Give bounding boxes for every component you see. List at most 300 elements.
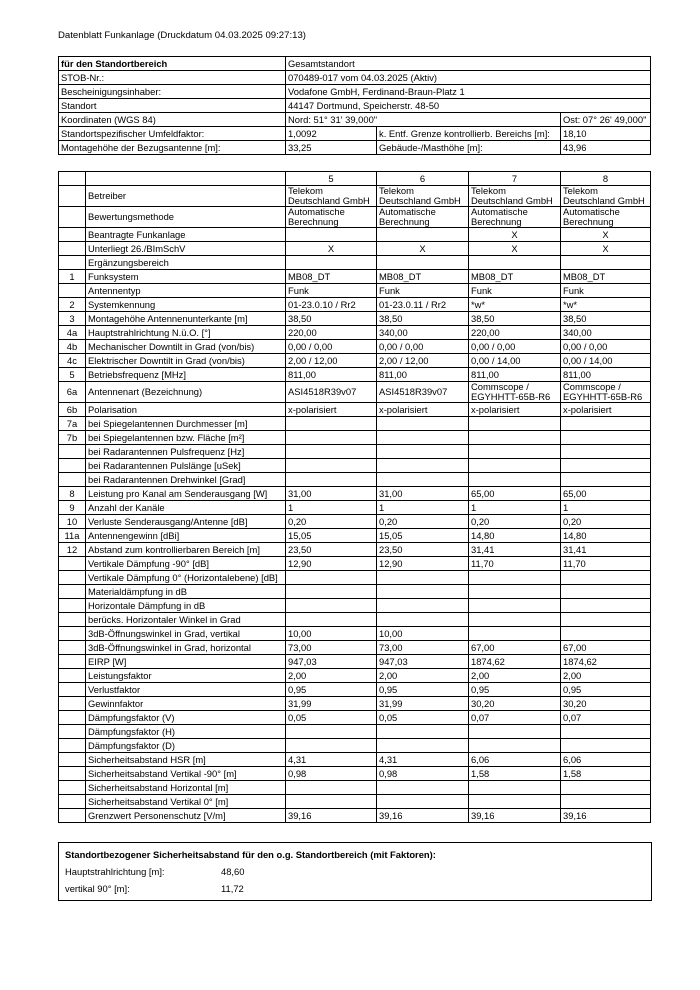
row-value: 2,00	[469, 669, 561, 683]
row-number: 1	[59, 270, 86, 284]
row-label: Verlustfaktor	[86, 683, 286, 697]
row-value	[561, 473, 651, 487]
row-value: Commscope / EGYHHTT-65B-R6	[561, 382, 651, 403]
row-value: x-polarisiert	[561, 403, 651, 417]
row-value: 1	[561, 501, 651, 515]
row-value	[561, 256, 651, 270]
row-number	[59, 207, 86, 228]
row-value: 31,99	[286, 697, 377, 711]
row-value: 2,00	[286, 669, 377, 683]
row-value: 65,00	[561, 487, 651, 501]
row-value: 0,00 / 14,00	[561, 354, 651, 368]
row-value: 1	[469, 501, 561, 515]
row-value	[286, 459, 377, 473]
row-value: 23,50	[286, 543, 377, 557]
row-value: 0,98	[286, 767, 377, 781]
row-label: Anzahl der Kanäle	[86, 501, 286, 515]
row-value: 947,03	[377, 655, 469, 669]
table-row	[59, 228, 651, 242]
row-number	[59, 669, 86, 683]
row-value: 38,50	[469, 312, 561, 326]
row-value	[286, 599, 377, 613]
row-value: 6,06	[561, 753, 651, 767]
row-value	[286, 795, 377, 809]
row-value	[561, 613, 651, 627]
table-row	[59, 298, 651, 312]
table-row	[59, 368, 651, 382]
site-info-label: k. Entf. Grenze kontrollierb. Bereichs [m]:	[377, 127, 561, 141]
site-info-row	[59, 127, 651, 141]
row-value: 2,00 / 12,00	[286, 354, 377, 368]
row-label: Gewinnfaktor	[86, 697, 286, 711]
row-number	[59, 459, 86, 473]
site-info-value: 33,25	[286, 141, 377, 155]
table-row	[59, 767, 651, 781]
row-value	[561, 739, 651, 753]
row-value: 947,03	[286, 655, 377, 669]
table-row	[59, 242, 651, 256]
site-info-label: Koordinaten (WGS 84)	[59, 113, 286, 127]
row-label: Leistungsfaktor	[86, 669, 286, 683]
row-value	[286, 473, 377, 487]
row-value	[377, 256, 469, 270]
row-value	[561, 585, 651, 599]
row-number: 7a	[59, 417, 86, 431]
row-value	[469, 473, 561, 487]
site-info-label: für den Standortbereich	[59, 57, 286, 71]
document-title: Datenblatt Funkanlage (Druckdatum 04.03.2025 09:27:13)	[58, 30, 306, 41]
table-row	[59, 326, 651, 340]
table-row	[59, 186, 651, 207]
row-value: 1	[286, 501, 377, 515]
row-label: bei Radarantennen Pulslänge [uSek]	[86, 459, 286, 473]
row-value: 39,16	[286, 809, 377, 823]
row-value	[286, 739, 377, 753]
row-value: 10,00	[286, 627, 377, 641]
row-value	[469, 599, 561, 613]
row-value: Funk	[469, 284, 561, 298]
site-info-label: Bescheinigungsinhaber:	[59, 85, 286, 99]
row-label: Leistung pro Kanal am Senderausgang [W]	[86, 487, 286, 501]
row-value: 811,00	[286, 368, 377, 382]
row-label: Horizontale Dämpfung in dB	[86, 599, 286, 613]
row-number: 5	[59, 368, 86, 382]
row-value: X	[286, 242, 377, 256]
row-value	[561, 445, 651, 459]
row-value	[469, 256, 561, 270]
row-value	[377, 571, 469, 585]
summary-heading: Standortbezogener Sicherheitsabstand für den o.g. Standortbereich (mit Faktoren):	[65, 849, 436, 860]
table-row	[59, 529, 651, 543]
row-value	[377, 585, 469, 599]
row-label: Sicherheitsabstand Horizontal [m]	[86, 781, 286, 795]
table-row	[59, 515, 651, 529]
table-row	[59, 256, 651, 270]
row-label: berücks. Horizontaler Winkel in Grad	[86, 613, 286, 627]
table-row	[59, 739, 651, 753]
table-row	[59, 809, 651, 823]
row-value: Automatische Berechnung	[286, 207, 377, 228]
row-label: 3dB-Öffnungswinkel in Grad, horizontal	[86, 641, 286, 655]
row-label: EIRP [W]	[86, 655, 286, 669]
row-value: 0,00 / 0,00	[286, 340, 377, 354]
row-value	[286, 417, 377, 431]
row-value: 38,50	[561, 312, 651, 326]
table-row	[59, 354, 651, 368]
table-row	[59, 312, 651, 326]
row-number	[59, 739, 86, 753]
site-info-label: Standort	[59, 99, 286, 113]
table-row	[59, 557, 651, 571]
row-value	[377, 613, 469, 627]
row-value: 811,00	[561, 368, 651, 382]
row-value: 2,00	[377, 669, 469, 683]
row-value: 73,00	[377, 641, 469, 655]
row-value: 1874,62	[561, 655, 651, 669]
row-value	[377, 599, 469, 613]
row-value: 2,00 / 12,00	[377, 354, 469, 368]
row-label: Montagehöhe Antennenunterkante [m]	[86, 312, 286, 326]
column-header: 8	[561, 172, 651, 186]
table-row	[59, 340, 651, 354]
table-row	[59, 403, 651, 417]
row-number	[59, 683, 86, 697]
row-value	[561, 781, 651, 795]
row-number	[59, 613, 86, 627]
row-value: 6,06	[469, 753, 561, 767]
row-value	[469, 445, 561, 459]
row-number	[59, 445, 86, 459]
row-value	[286, 571, 377, 585]
table-row	[59, 417, 651, 431]
row-number: 4a	[59, 326, 86, 340]
row-value: Automatische Berechnung	[377, 207, 469, 228]
row-number	[59, 228, 86, 242]
row-number	[59, 473, 86, 487]
site-info-row	[59, 99, 651, 113]
row-label: Verluste Senderausgang/Antenne [dB]	[86, 515, 286, 529]
row-value	[377, 445, 469, 459]
row-value: 01-23.0.11 / Rr2	[377, 298, 469, 312]
row-value: 31,41	[469, 543, 561, 557]
row-value	[561, 725, 651, 739]
table-row	[59, 753, 651, 767]
row-value: 11,70	[469, 557, 561, 571]
row-value: Telekom Deutschland GmbH	[561, 186, 651, 207]
table-row	[59, 669, 651, 683]
row-label: bei Spiegelantennen Durchmesser [m]	[86, 417, 286, 431]
row-label: Vertikale Dämpfung 0° (Horizontalebene) [dB]	[86, 571, 286, 585]
row-value: 31,00	[286, 487, 377, 501]
row-value: MB08_DT	[377, 270, 469, 284]
table-row	[59, 725, 651, 739]
row-value: MB08_DT	[469, 270, 561, 284]
row-number: 4b	[59, 340, 86, 354]
column-header: 5	[286, 172, 377, 186]
row-value: 38,50	[286, 312, 377, 326]
row-value: 1,58	[561, 767, 651, 781]
row-value	[561, 795, 651, 809]
table-row	[59, 781, 651, 795]
row-label: Bewertungsmethode	[86, 207, 286, 228]
row-value: *w*	[469, 298, 561, 312]
row-value: Funk	[286, 284, 377, 298]
table-row	[59, 641, 651, 655]
row-number	[59, 256, 86, 270]
row-number: 7b	[59, 431, 86, 445]
row-value	[377, 739, 469, 753]
table-row	[59, 270, 651, 284]
row-label: Unterliegt 26./BImSchV	[86, 242, 286, 256]
row-number	[59, 781, 86, 795]
row-value	[286, 431, 377, 445]
row-label: Dämpfungsfaktor (V)	[86, 711, 286, 725]
row-value: 0,95	[286, 683, 377, 697]
row-value: Automatische Berechnung	[561, 207, 651, 228]
row-value	[469, 781, 561, 795]
row-label: Beantragte Funkanlage	[86, 228, 286, 242]
row-value	[469, 417, 561, 431]
row-value: 0,95	[561, 683, 651, 697]
row-value	[561, 627, 651, 641]
row-number: 9	[59, 501, 86, 515]
row-value: 67,00	[469, 641, 561, 655]
row-label: Antennengewinn [dBi]	[86, 529, 286, 543]
safety-distance-summary	[58, 842, 652, 901]
site-info-value: 1,0092	[286, 127, 377, 141]
row-label: Polarisation	[86, 403, 286, 417]
row-value: Funk	[561, 284, 651, 298]
row-value: 220,00	[469, 326, 561, 340]
row-value	[286, 256, 377, 270]
row-label: Vertikale Dämpfung -90° [dB]	[86, 557, 286, 571]
row-value: 0,07	[561, 711, 651, 725]
row-value	[469, 627, 561, 641]
row-number: 3	[59, 312, 86, 326]
row-value	[561, 599, 651, 613]
row-label: Antennentyp	[86, 284, 286, 298]
row-label: Mechanischer Downtilt in Grad (von/bis)	[86, 340, 286, 354]
row-value: 31,41	[561, 543, 651, 557]
row-value	[377, 417, 469, 431]
header-blank-num	[59, 172, 86, 186]
table-row	[59, 795, 651, 809]
row-number: 6b	[59, 403, 86, 417]
row-number	[59, 186, 86, 207]
row-label: Betriebsfrequenz [MHz]	[86, 368, 286, 382]
row-value: X	[469, 242, 561, 256]
row-number: 11a	[59, 529, 86, 543]
row-value: ASI4518R39v07	[377, 382, 469, 403]
row-value: 1	[377, 501, 469, 515]
row-value: 0,20	[469, 515, 561, 529]
row-label: Grenzwert Personenschutz [V/m]	[86, 809, 286, 823]
site-info-value: Gesamtstandort	[286, 57, 651, 71]
row-value: 65,00	[469, 487, 561, 501]
row-value: 01-23.0.10 / Rr2	[286, 298, 377, 312]
row-number	[59, 557, 86, 571]
row-value	[469, 613, 561, 627]
row-value: 0,95	[377, 683, 469, 697]
row-number: 8	[59, 487, 86, 501]
table-row	[59, 473, 651, 487]
row-value: 14,80	[561, 529, 651, 543]
column-header-row	[59, 172, 651, 186]
row-label: Sicherheitsabstand HSR [m]	[86, 753, 286, 767]
row-value: *w*	[561, 298, 651, 312]
coord-north: Nord: 51° 31' 39,000"	[286, 113, 561, 127]
row-label: Elektrischer Downtilt in Grad (von/bis)	[86, 354, 286, 368]
row-value: 4,31	[286, 753, 377, 767]
row-label: Funksystem	[86, 270, 286, 284]
table-row	[59, 487, 651, 501]
row-value: 340,00	[377, 326, 469, 340]
row-value: 31,00	[377, 487, 469, 501]
summary-label-vertical: vertikal 90° [m]:	[65, 883, 130, 894]
row-value: x-polarisiert	[286, 403, 377, 417]
row-label: Hauptstrahlrichtung N.ü.O. [°]	[86, 326, 286, 340]
table-row	[59, 711, 651, 725]
row-value: 0,95	[469, 683, 561, 697]
row-value	[469, 459, 561, 473]
row-value	[286, 585, 377, 599]
row-value	[469, 431, 561, 445]
row-number	[59, 697, 86, 711]
row-value	[561, 571, 651, 585]
row-value: 14,80	[469, 529, 561, 543]
site-info-label: Gebäude-/Masthöhe [m]:	[377, 141, 561, 155]
row-value	[286, 781, 377, 795]
row-value: x-polarisiert	[377, 403, 469, 417]
site-info-label: STOB-Nr.:	[59, 71, 286, 85]
row-number	[59, 711, 86, 725]
row-value: 1,58	[469, 767, 561, 781]
row-value: 0,05	[286, 711, 377, 725]
row-value	[469, 725, 561, 739]
row-number	[59, 767, 86, 781]
row-value	[469, 585, 561, 599]
row-value	[286, 613, 377, 627]
row-label: bei Radarantennen Pulsfrequenz [Hz]	[86, 445, 286, 459]
row-value	[286, 228, 377, 242]
row-value: Funk	[377, 284, 469, 298]
table-row	[59, 459, 651, 473]
site-info-value: Vodafone GmbH, Ferdinand-Braun-Platz 1	[286, 85, 651, 99]
row-value	[377, 725, 469, 739]
row-number: 6a	[59, 382, 86, 403]
table-row	[59, 683, 651, 697]
site-info-value: 18,10	[561, 127, 651, 141]
row-value: 15,05	[377, 529, 469, 543]
table-row	[59, 431, 651, 445]
row-value: 220,00	[286, 326, 377, 340]
row-number	[59, 599, 86, 613]
row-value: 0,98	[377, 767, 469, 781]
row-value: 23,50	[377, 543, 469, 557]
row-number	[59, 585, 86, 599]
row-number	[59, 753, 86, 767]
row-value: X	[469, 228, 561, 242]
row-number	[59, 242, 86, 256]
row-value	[377, 795, 469, 809]
row-number: 2	[59, 298, 86, 312]
row-value: 340,00	[561, 326, 651, 340]
row-number	[59, 284, 86, 298]
row-label: bei Spiegelantennen bzw. Fläche [m²]	[86, 431, 286, 445]
table-row	[59, 613, 651, 627]
row-value	[377, 228, 469, 242]
row-label: Betreiber	[86, 186, 286, 207]
row-value: X	[561, 242, 651, 256]
row-value: Automatische Berechnung	[469, 207, 561, 228]
row-value: MB08_DT	[286, 270, 377, 284]
row-label: Systemkennung	[86, 298, 286, 312]
row-value: 30,20	[469, 697, 561, 711]
table-row	[59, 445, 651, 459]
row-value: 4,31	[377, 753, 469, 767]
row-number: 12	[59, 543, 86, 557]
row-value: 0,20	[286, 515, 377, 529]
row-value	[469, 739, 561, 753]
row-label: Sicherheitsabstand Vertikal 0° [m]	[86, 795, 286, 809]
row-number: 4c	[59, 354, 86, 368]
table-row	[59, 697, 651, 711]
row-value	[286, 725, 377, 739]
site-info-value: 070489-017 vom 04.03.2025 (Aktiv)	[286, 71, 651, 85]
row-value: 12,90	[377, 557, 469, 571]
row-number: 10	[59, 515, 86, 529]
site-info-value: 43,96	[561, 141, 651, 155]
row-value: 1874,62	[469, 655, 561, 669]
row-label: Materialdämpfung in dB	[86, 585, 286, 599]
site-info-row	[59, 85, 651, 99]
row-number	[59, 627, 86, 641]
row-value	[286, 445, 377, 459]
antenna-details-table	[58, 171, 651, 823]
table-row	[59, 543, 651, 557]
row-label: Dämpfungsfaktor (D)	[86, 739, 286, 753]
row-value: 39,16	[377, 809, 469, 823]
row-value: MB08_DT	[561, 270, 651, 284]
row-value: Telekom Deutschland GmbH	[286, 186, 377, 207]
row-value: 0,00 / 14,00	[469, 354, 561, 368]
site-info-row	[59, 141, 651, 155]
row-value: X	[377, 242, 469, 256]
row-value: x-polarisiert	[469, 403, 561, 417]
row-value: 67,00	[561, 641, 651, 655]
site-info-label: Montagehöhe der Bezugsantenne [m]:	[59, 141, 286, 155]
column-header: 7	[469, 172, 561, 186]
table-row	[59, 207, 651, 228]
summary-value-hsr: 48,60	[221, 866, 245, 877]
row-value: 0,20	[561, 515, 651, 529]
row-number	[59, 809, 86, 823]
table-row	[59, 655, 651, 669]
row-value: 0,20	[377, 515, 469, 529]
site-info-row	[59, 71, 651, 85]
site-info-row	[59, 113, 651, 127]
row-value: 30,20	[561, 697, 651, 711]
table-row	[59, 585, 651, 599]
row-value: 2,00	[561, 669, 651, 683]
row-number	[59, 795, 86, 809]
row-label: Dämpfungsfaktor (H)	[86, 725, 286, 739]
summary-value-vertical: 11,72	[221, 883, 244, 894]
row-label: bei Radarantennen Drehwinkel [Grad]	[86, 473, 286, 487]
row-value: 12,90	[286, 557, 377, 571]
table-row	[59, 599, 651, 613]
row-value: 11,70	[561, 557, 651, 571]
